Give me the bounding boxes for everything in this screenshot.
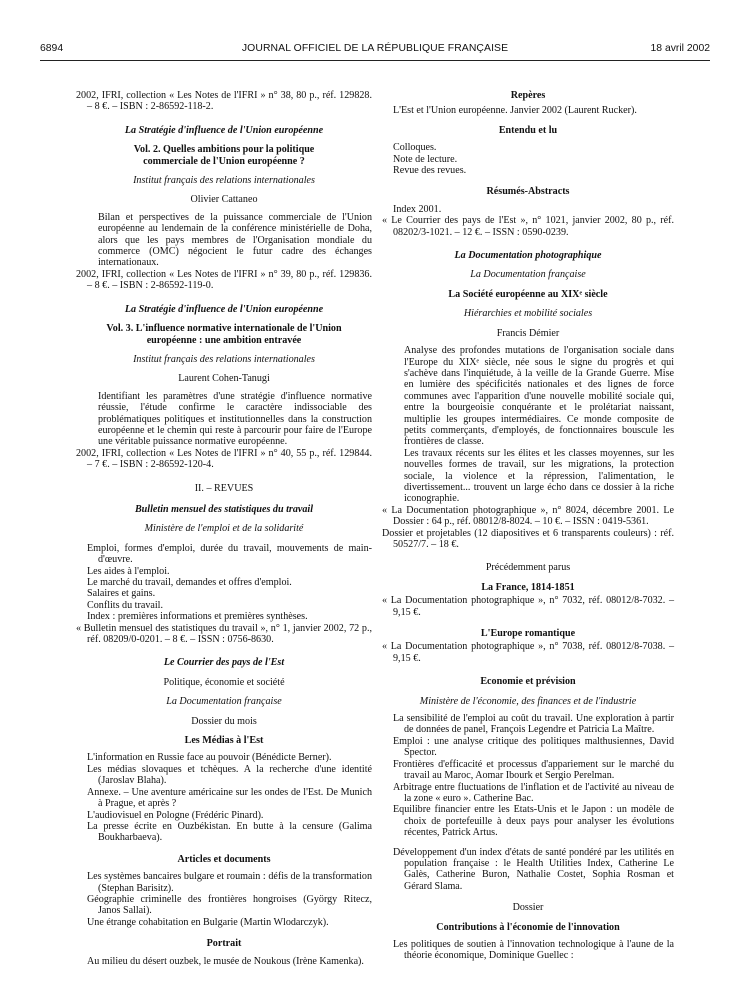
list-item: Une étrange cohabitation en Bulgarie (Martin Wlodarczyk). (87, 916, 329, 928)
subsection-heading: Entendu et lu (498, 124, 558, 136)
previous-issues-label: Précédemment parus (485, 562, 571, 574)
author: Francis Démier (496, 327, 560, 339)
list-item: Annexe. – Une aventure américaine sur les ondes de l'Est. De Munich à Prague, et après ? (87, 786, 372, 810)
page-number: 6894 (40, 43, 64, 54)
subsection-heading: Contributions à l'économie de l'innovation (436, 921, 620, 933)
list-item: Arbitrage entre fluctuations de l'inflation et de l'activité au niveau de la zone « euro ». Catherine Bac. (393, 781, 674, 804)
publication-title: L'Europe romantique (480, 628, 576, 640)
publisher: Institut français des relations internationales (133, 175, 315, 187)
list-item: Index : premières informations et premières synthèses. (87, 611, 308, 623)
periodical-subtitle: Politique, économie et société (163, 676, 285, 688)
author: Olivier Cattaneo (190, 194, 258, 206)
description: Bilan et perspectives de la puissance commerciale de l'Union européenne au lendemain de la conférence ministérielle de Doha, alors que les pays membres de l'Organisation mondiale du commerce (OMC) négocient le futur cadre des échanges internationaux. (98, 211, 372, 269)
contents-list (76, 871, 372, 928)
list-item: Géographie criminelle des frontières hongroises (György Ritecz, Janos Sallai). (87, 893, 372, 917)
series-title: La Stratégie d'influence de l'Union européenne (124, 124, 324, 136)
reference-entry: « La Documentation photographique », n° 8024, décembre 2001. Le Dossier : 64 p., réf. 08012/8-8024. – 10 €. – ISSN : 0419-5361. (382, 504, 674, 528)
list-item: Index 2001. (393, 203, 442, 215)
list-item: Le marché du travail, demandes et offres d'emploi. (87, 577, 292, 588)
list-item: Equilibre financier entre les Etats-Unis et le Japon : un modèle de choix de portefeuille à deux pays pour analyser les évolutions récentes, Patrick Artus. (393, 804, 674, 839)
reference-entry: « Le Courrier des pays de l'Est », n° 1021, janvier 2002, 80 p., réf. 08202/3-1021. – 12 €. – ISSN : 0590-0239. (382, 215, 674, 238)
dossier-label: Dossier (512, 902, 544, 914)
contents-list (382, 142, 674, 176)
list-item: Colloques. (393, 142, 437, 154)
dossier-label: Dossier du mois (191, 715, 257, 727)
list-item: Les politiques de soutien à l'innovation technologique à l'aune de la théorie économique, Dominique Guellec : (393, 938, 674, 962)
description: Identifiant les paramètres d'une stratégie d'influence normative réussie, l'étude confirme le caractère indissociable des problématiques politiques et institutionnelles dans la construction européenne et le chemin qui reste à parcourir pour faire de l'Europe une véritable puissance normative européenne. (98, 390, 372, 448)
reference-entry: 2002, IFRI, collection « Les Notes de l'IFRI » n° 40, 55 p., réf. 129844. – 7 €. – ISBN : 2-86592-120-4. (76, 447, 372, 471)
publication-title: La Société européenne au XIXᵉ siècle (448, 288, 608, 300)
list-item: Les médias slovaques et tchèques. A la recherche d'une identité (Jaroslav Blaha). (87, 763, 372, 787)
contents-list (382, 713, 674, 838)
right-column (382, 90, 674, 962)
list-item: Salaires et gains. (87, 588, 156, 600)
periodical-title: La Documentation photographique (454, 250, 602, 262)
ministry: Ministère de l'emploi et de la solidarité (144, 523, 304, 535)
subsection-heading: Repères (510, 90, 546, 101)
publication-title: Vol. 3. L'influence normative internationale de l'Union européenne : une ambition entravée (106, 323, 342, 346)
issue-date: 18 avril 2002 (650, 43, 710, 54)
section-heading: II. – REVUES (194, 482, 254, 494)
list-item: Emploi, formes d'emploi, durée du travail, mouvements de main-d'œuvre. (87, 542, 372, 566)
series-title: La Stratégie d'influence de l'Union européenne (124, 303, 324, 315)
list-item: Les aides à l'emploi. (87, 565, 170, 577)
journal-title: JOURNAL OFFICIEL DE LA RÉPUBLIQUE FRANÇAISE (241, 43, 509, 54)
description: Analyse des profondes mutations de l'organisation sociale dans l'Europe du XIXᵉ siècle, née sous le signe du progrès et qui s'achève dans l'inquiétude, à la veille de la Grande Guerre. Mise en lumière des spécificités nationales et des lignes de force communes avec l'apparition d'une nouvelle mobilité sociale qui, entre la bourgeoisie conquérante et le prolétariat naissant, multiplie les groupes intermédiaires. Ce monde composite de petits commerçants, d'employés, de fonctionnaires bouscule les frontières de classe. (404, 345, 674, 448)
contents-list (76, 752, 372, 843)
reference-entry: « La Documentation photographique », n° 7032, réf. 08012/8-7032. – 9,15 €. (382, 595, 674, 618)
contents-list (76, 543, 372, 623)
reference-entry: 2002, IFRI, collection « Les Notes de l'IFRI » n° 39, 80 p., réf. 129836. – 8 €. – ISBN : 2-86592-119-0. (76, 268, 372, 292)
list-item: Au milieu du désert ouzbek, le musée de Noukous (Irène Kamenka). (87, 955, 364, 967)
publisher: Institut français des relations internationales (133, 353, 315, 365)
list-item: L'information en Russie face au pouvoir (Bénédicte Berner). (87, 752, 332, 764)
list-item: Emploi : une analyse critique des politiques malthusiennes, David Spector. (393, 735, 674, 759)
subsection-heading: Résumés-Abstracts (486, 186, 570, 198)
list-item: L'Est et l'Union européenne. Janvier 2002 (Laurent Rucker). (393, 105, 637, 117)
description: Les travaux récents sur les élites et les classes moyennes, sur les nouvelles formes de travail, sur les migrations, la protection sociale, la violence et la répression, l'alimentation, le divertissement... trouvent un large écho dans ce dossier à la riche iconographie. (404, 447, 674, 505)
reference-entry: 2002, IFRI, collection « Les Notes de l'IFRI » n° 38, 80 p., réf. 129828. – 8 €. – ISBN : 2-86592-118-2. (76, 90, 372, 113)
subsection-heading: Les Médias à l'Est (184, 735, 264, 747)
periodical-title: Economie et prévision (480, 676, 576, 688)
periodical-title: Le Courrier des pays de l'Est (163, 657, 285, 669)
publication-title: Vol. 2. Quelles ambitions pour la politique commerciale de l'Union européenne ? (133, 144, 315, 167)
reference-entry: « La Documentation photographique », n° 7038, réf. 08012/8-7038. – 9,15 €. (382, 641, 674, 664)
periodical-title: Bulletin mensuel des statistiques du travail (134, 503, 314, 515)
list-item: Développement d'un index d'états de santé pondéré par les utilités en population française : le Health Utilities Index, Catherine Le Galès, Catherine Buron, Nathalie Costet, Sophia Rosman et Gérard Slama. (393, 846, 674, 892)
reference-entry: « Bulletin mensuel des statistiques du travail », n° 1, janvier 2002, 72 p., réf. 08209/0-0201. – 8 €. – ISSN : 0756-8630. (76, 622, 372, 646)
left-column (76, 90, 372, 967)
list-item: La presse écrite en Ouzbékistan. En butte à la censure (Galima Boukharbaeva). (87, 820, 372, 844)
list-item: La sensibilité de l'emploi au coût du travail. Une exploration à partir de données de panel, François Legendre et Patricia La Maître. (393, 713, 674, 736)
list-item: Conflits du travail. (87, 599, 163, 611)
list-item: Frontières d'efficacité et processus d'appariement sur le marché du travail au Maroc, Aomar Ibourk et Sergio Perelman. (393, 758, 674, 782)
page-header (40, 38, 710, 61)
publisher: La Documentation française (166, 696, 282, 708)
list-item: L'audiovisuel en Pologne (Frédéric Pinard). (87, 809, 264, 821)
subsection-heading: Articles et documents (177, 853, 271, 865)
ministry: Ministère de l'économie, des finances et de l'industrie (419, 695, 637, 707)
reference-entry: Dossier et projetables (12 diapositives et 6 transparents couleurs) : réf. 50527/7. – 18 €. (382, 527, 674, 550)
subsection-heading: Portrait (206, 938, 242, 950)
author: Laurent Cohen-Tanugi (178, 373, 270, 385)
publication-subtitle: Hiérarchies et mobilité sociales (463, 308, 593, 320)
list-item: Note de lecture. (393, 153, 458, 165)
list-item: Revue des revues. (393, 165, 467, 177)
publication-title: La France, 1814-1851 (481, 581, 575, 593)
list-item: Les systèmes bancaires bulgare et roumain : défis de la transformation (Stephan Barisitz). (87, 871, 372, 894)
publisher: La Documentation française (470, 269, 586, 281)
